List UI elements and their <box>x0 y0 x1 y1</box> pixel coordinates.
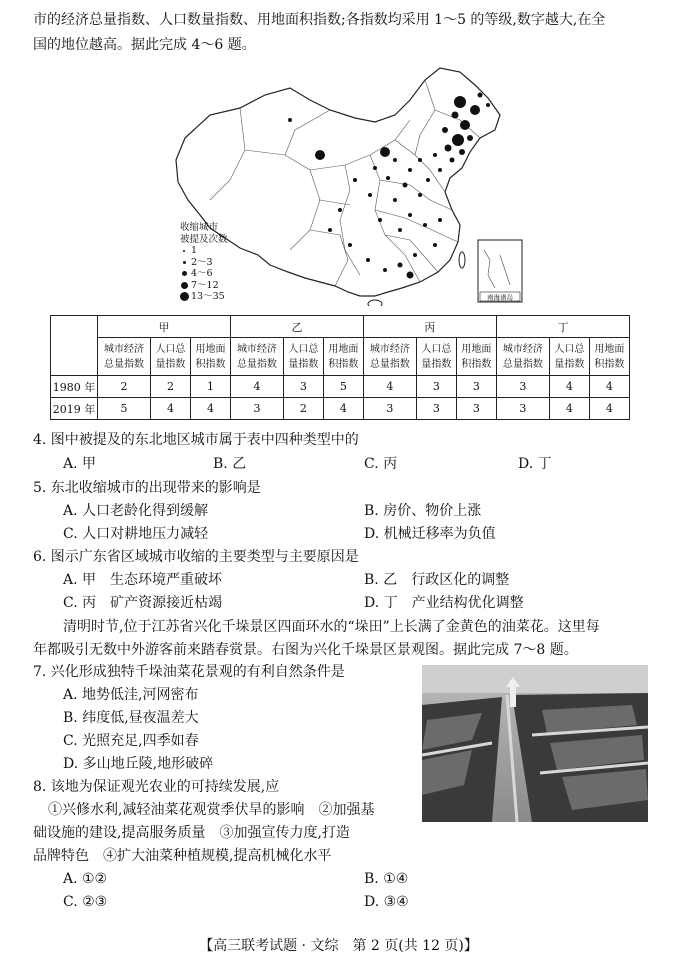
legend-item-3: 4～6 <box>180 268 228 280</box>
q6-option-b[interactable]: B. 乙 行政区化的调整 <box>364 572 510 588</box>
value-cell: 3 <box>230 398 283 420</box>
value-cell: 2 <box>98 376 151 398</box>
legend-dot-icon <box>182 271 187 276</box>
group-header: 丁 <box>496 316 629 338</box>
passage-line-1: 清明时节,位于江苏省兴化千垛景区四面环水的“垛田”上长满了金黄色的油菜花。这里每 <box>63 619 600 635</box>
intro-line-1: 市的经济总量指数、人口数量指数、用地面积指数;各指数均采用 1～5 的等级,数字越大,在全 <box>33 12 606 28</box>
value-cell: 4 <box>363 376 416 398</box>
passage-line-2: 年都吸引无数中外游客前来踏春赏景。右图为兴化千垛景区景观图。据此完成 7～8 题。 <box>33 642 578 658</box>
value-cell: 3 <box>496 376 549 398</box>
page-footer: 【高三联考试题 · 文综 第 2 页(共 12 页)】 <box>199 938 478 954</box>
q7-option-a[interactable]: A. 地势低洼,河网密布 <box>63 687 199 703</box>
group-header: 甲 <box>98 316 231 338</box>
legend-item-4: 7～12 <box>180 280 228 292</box>
value-cell: 4 <box>150 398 190 420</box>
q4-option-a[interactable]: A. 甲 <box>63 456 97 472</box>
value-cell: 3 <box>496 398 549 420</box>
q8-option-b[interactable]: B. ①④ <box>364 871 409 887</box>
sub-header-cell: 用地面 积指数 <box>323 338 363 376</box>
q4-option-c[interactable]: C. 丙 <box>364 456 398 472</box>
value-cell: 3 <box>456 376 496 398</box>
taiwan-island <box>459 252 465 268</box>
value-cell: 4 <box>549 398 589 420</box>
sub-header-cell: 用地面 积指数 <box>589 338 629 376</box>
legend-item-5: 13～35 <box>180 291 228 303</box>
table-row <box>51 398 630 420</box>
q6-option-a[interactable]: A. 甲 生态环境严重破坏 <box>63 572 223 588</box>
value-cell: 1 <box>190 376 230 398</box>
intro-line-2: 国的地位越高。据此完成 4～6 题。 <box>33 37 256 53</box>
value-cell: 3 <box>416 398 456 420</box>
q7-option-d[interactable]: D. 多山地丘陵,地形破碎 <box>63 756 214 772</box>
legend-dot-icon <box>183 261 186 264</box>
value-cell: 2 <box>150 376 190 398</box>
q8-statement-1: ①兴修水利,减轻油菜花观赏季伏旱的影响 ②加强基 <box>48 802 375 818</box>
q8-statement-2: 础设施的建设,提高服务质量 ③加强宣传力度,打造 <box>33 825 350 841</box>
value-cell: 4 <box>323 398 363 420</box>
value-cell: 4 <box>190 398 230 420</box>
table-row <box>51 376 630 398</box>
scenic-area-photo <box>422 665 648 822</box>
sub-header-cell: 用地面 积指数 <box>456 338 496 376</box>
value-cell: 3 <box>283 376 323 398</box>
legend-dot-icon <box>180 292 189 301</box>
city-index-table <box>50 315 630 420</box>
q8-statement-3: 品牌特色 ④扩大油菜种植规模,提高机械化水平 <box>33 848 332 864</box>
value-cell: 3 <box>416 376 456 398</box>
sub-header-cell: 人口总 量指数 <box>283 338 323 376</box>
value-cell: 4 <box>589 376 629 398</box>
q8-option-c[interactable]: C. ②③ <box>63 894 108 910</box>
q6-stem: 6. 图示广东省区域城市收缩的主要类型与主要原因是 <box>33 549 359 565</box>
value-cell: 5 <box>323 376 363 398</box>
legend-title-1: 收缩城市 <box>180 222 219 233</box>
value-cell: 4 <box>549 376 589 398</box>
q7-option-b[interactable]: B. 纬度低,昼夜温差大 <box>63 710 199 726</box>
sub-header-cell: 用地面 积指数 <box>190 338 230 376</box>
inset-label: 南海诸岛 <box>487 293 513 302</box>
sub-header-cell: 城市经济 总量指数 <box>230 338 283 376</box>
q8-stem: 8. 该地为保证观光农业的可持续发展,应 <box>33 779 280 795</box>
q5-option-d[interactable]: D. 机械迁移率为负值 <box>364 526 496 542</box>
sub-header-cell: 城市经济 总量指数 <box>363 338 416 376</box>
q5-option-a[interactable]: A. 人口老龄化得到缓解 <box>63 503 209 519</box>
table-corner <box>51 316 98 376</box>
q5-option-c[interactable]: C. 人口对耕地压力减轻 <box>63 526 209 542</box>
hainan-island <box>368 300 382 306</box>
q5-stem: 5. 东北收缩城市的出现带来的影响是 <box>33 480 261 496</box>
q7-stem: 7. 兴化形成独特千垛油菜花景观的有利自然条件是 <box>33 664 345 680</box>
value-cell: 5 <box>98 398 151 420</box>
year-cell: 2019 年 <box>51 398 98 420</box>
q4-option-b[interactable]: B. 乙 <box>213 456 247 472</box>
scenic-photo-svg <box>422 665 648 822</box>
value-cell: 3 <box>363 398 416 420</box>
q5-option-b[interactable]: B. 房价、物价上涨 <box>364 503 482 519</box>
q4-option-d[interactable]: D. 丁 <box>518 456 552 472</box>
q6-option-c[interactable]: C. 丙 矿产资源接近枯竭 <box>63 595 223 611</box>
legend-item-2: 2～3 <box>180 257 228 269</box>
legend-dot-icon <box>181 282 188 289</box>
sub-header-cell: 人口总 量指数 <box>549 338 589 376</box>
sub-header-cell: 城市经济 总量指数 <box>98 338 151 376</box>
value-cell: 4 <box>230 376 283 398</box>
group-header: 乙 <box>230 316 363 338</box>
q8-option-d[interactable]: D. ③④ <box>364 894 409 910</box>
sub-header-cell: 人口总 量指数 <box>416 338 456 376</box>
value-cell: 2 <box>283 398 323 420</box>
legend-dot-icon <box>183 250 185 252</box>
q4-stem: 4. 图中被提及的东北地区城市属于表中四种类型中的 <box>33 432 359 448</box>
group-header: 丙 <box>363 316 496 338</box>
legend-title-2: 被提及次数 <box>180 233 228 245</box>
sub-header-cell: 城市经济 总量指数 <box>496 338 549 376</box>
q8-option-a[interactable]: A. ①② <box>63 871 108 887</box>
value-cell: 3 <box>456 398 496 420</box>
sub-header-cell: 人口总 量指数 <box>150 338 190 376</box>
year-cell: 1980 年 <box>51 376 98 398</box>
value-cell: 4 <box>589 398 629 420</box>
sub-header-row <box>51 338 630 376</box>
q6-option-d[interactable]: D. 丁 产业结构优化调整 <box>364 595 524 611</box>
map-legend <box>180 222 228 303</box>
q7-option-c[interactable]: C. 光照充足,四季如春 <box>63 733 199 749</box>
legend-item-1: 1 <box>180 245 228 257</box>
